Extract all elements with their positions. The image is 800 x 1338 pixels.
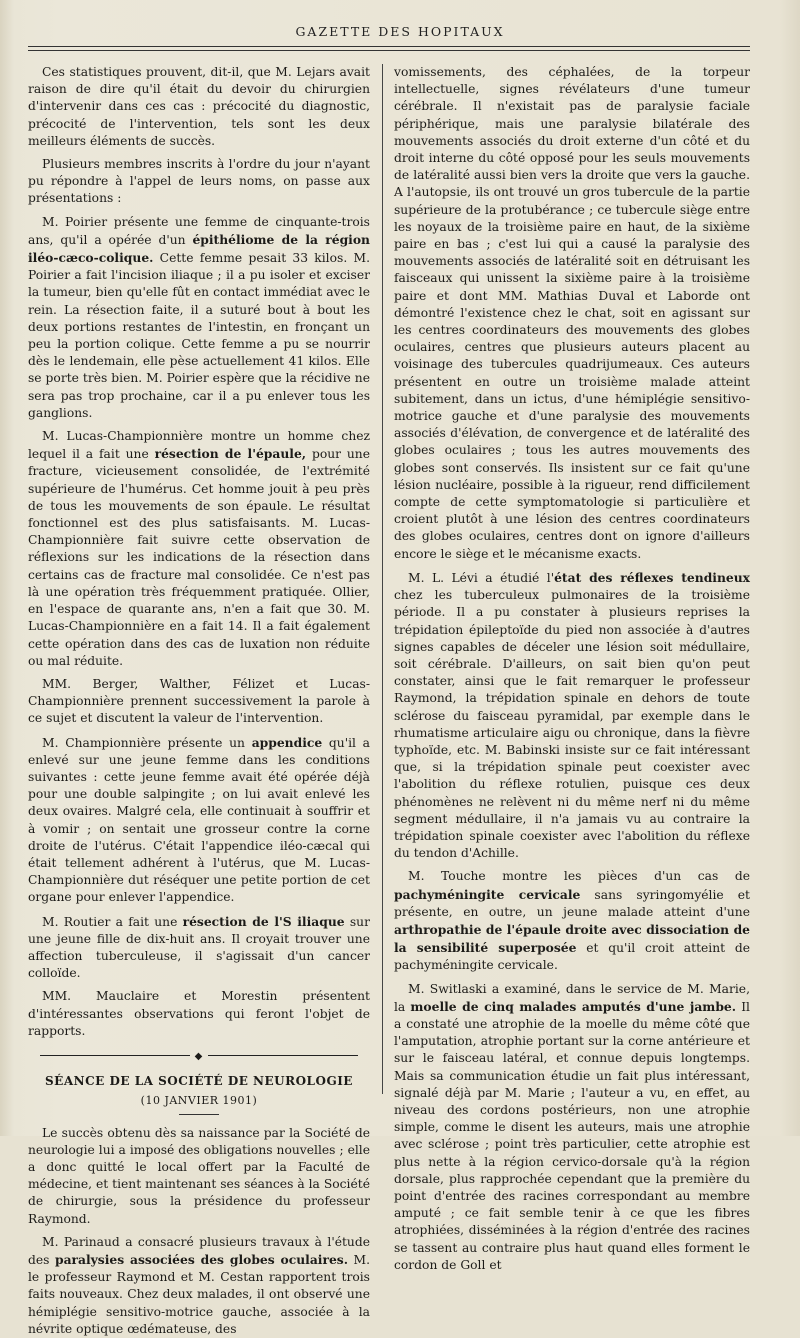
bold-term: résection de l'S iliaque <box>182 913 345 929</box>
paragraph: Le succès obtenu dès sa naissance par la Société de neurologie lui a imposé des obligations nouvelles ; elle a donc quitté le local offert par la Faculté de médecine, et tient maintenant ses séances à la Société de chirurgie, sous la présidence du professeur Raymond. <box>28 1125 370 1226</box>
section-separator: ◆ <box>28 1048 370 1065</box>
paragraph: MM. Berger, Walther, Félizet et Lucas-Championnière prennent successivement la parole à ce sujet et discutent la valeur de l'intervention. <box>28 676 370 726</box>
header-rule-bottom <box>28 50 750 51</box>
column-divider <box>382 64 383 1094</box>
paragraph: MM. Mauclaire et Morestin présentent d'intéressantes observations qui feront l'objet de rapports. <box>28 989 370 1038</box>
short-rule <box>179 1114 219 1115</box>
paragraph: vomissements, des céphalées, de la torpeur intellectuelle, signes révélateurs d'une tumeur cérébrale. Il n'existait pas de paralysie faciale périphérique, mais une paralysie bilatérale des mouvements associés du droit externe d'un côté et du droit interne du côté opposé pour les seuls mouvements de latéralité aussi bien vers la droite que vers la gauche. A l'autopsie, ils ont trouvé un gros tubercule de la partie supérieure de la protubérance ; ce tubercule siège entre les noyaux de la troisième paire en haut, de la sixième paire en bas ; c'est lui qui a causé la paralysie des mouvements associés de latéralité soit en détruisant les faisceaux qui unissent la sixième paire à la troisième paire et dont MM. Mathias Duval et Laborde ont démontré l'existence chez le chat, soit en agissant sur les centres coordinateurs des mouvements des globes oculaires, centres que plusieurs auteurs placent au voisinage des tubercules quadrijumeaux. Ces auteurs présentent en outre un troisième malade atteint subitement, dans un ictus, d'une hémiplégie sensitivo-motrice gauche et d'une paralysie des mouvements associés d'élévation, de convergence et de latéralité des globes oculaires ; tous les autres mouvements des globes sont conservés. Ils insistent sur ce fait qu'une lésion nucléaire, possible à la rigueur, rend difficilement compte de cette symptomatologie si particulière et croient plutôt à une lésion des centres coordinateurs des globes oculaires, centres dont on ignore d'ailleurs encore le siège et le mécanisme exacts. <box>394 65 750 561</box>
paragraph: M. L. Lévi a étudié l'état des réflexes tendineux chez les tuberculeux pulmonaires de la troisième période. Il a pu constater à plusieurs reprises la trépidation épileptoïde du pied non associée à d'autres signes capables de déceler une lésion soit médullaire, soit cérébrale. D'ailleurs, on sait bien qu'on peut constater, ainsi que le fait remarquer le professeur Raymond, la trépidation spinale en dehors de toute sclérose du faisceau pyramidal, par exemple dans le rhumatisme articulaire aigu ou chronique, dans la fièvre typhoïde, etc. M. Babinski insiste sur ce fait intéressant que, si la trépidation spinale peut coexister avec l'abolition du réflexe rotulien, puisque ces deux phénomènes ne relèvent ni du même nerf ni du même segment médullaire, il n'a jamais vu au contraire la trépidation spinale coexister avec l'abolition du réflexe du tendon d'Achille. <box>394 569 750 861</box>
paragraph: M. Championnière présente un appendice qu'il a enlevé sur une jeune femme dans les conditions suivantes : cette jeune femme avait été opérée déjà pour une double salpingite ; on lui avait enlevé les deux ovaires. Malgré cela, elle continuait à souffrir et à vomir ; on sentait une grosseur contre la corne droite de l'utérus. C'était l'appendice iléo-cæcal qui était tellement adhérent à l'utérus, que M. Lucas-Championnière dut réséquer une petite portion de cet organe pour enlever l'appendice. <box>28 734 370 905</box>
bold-term: épithéliome de la région iléo-cæco-colique. <box>28 231 370 266</box>
left-column <box>28 64 370 1336</box>
bold-term: résection de l'épaule, <box>154 446 307 462</box>
running-head: GAZETTE DES HOPITAUX <box>295 24 505 39</box>
bold-term: arthropathie de l'épaule droite avec dissociation de la sensibilité superposée <box>394 921 750 956</box>
section-date: (10 JANVIER 1901) <box>140 1094 258 1108</box>
paragraph: M. Routier a fait une résection de l'S iliaque sur une jeune fille de dix-huit ans. Il croyait trouver une affection tuberculeuse, il s'agissait d'un cancer colloïde. <box>28 913 370 981</box>
bold-term: appendice <box>251 734 323 750</box>
header-rule-top <box>28 46 750 47</box>
paragraph: M. Switlaski a examiné, dans le service de M. Marie, la moelle de cinq malades amputés d'une jambe. Il a constaté une atrophie de la moelle du même côté que l'amputation, atrophie portant sur la corne antérieure et sur le faisceau latéral, et connue depuis longtemps. Mais sa communication étudie un fait plus intéressant, signalé déjà par M. Marie ; l'auteur a vu, en effet, au niveau des cordons postérieurs, non une atrophie simple, comme le disent les auteurs, mais une atrophie avec sclérose ; point très particulier, cette atrophie est plus nette à la région cervico-dorsale qu'à la région dorsale, plus rapprochée cependant que la première du point d'entrée des racines correspondant au membre amputé ; ce fait semble tenir à ce que les fibres atrophiées, disséminées à la région d'entrée des racines se tassent au contraire plus haut quand elles forment le cordon de Goll et <box>394 981 750 1272</box>
paragraph: M. Lucas-Championnière montre un homme chez lequel il a fait une résection de l'épaule, pour une fracture, vicieusement consolidée, de l'extrémité supérieure de l'humérus. Cet homme jouit à peu près de tous les mouvements de son épaule. Le résultat fonctionnel est des plus satisfaisants. M. Lucas-Championnière fait suivre cette observation de réflexions sur les indications de la résection dans certains cas de fracture mal consolidée. Ce n'est pas là une opération très fréquemment pratiquée. Ollier, en l'espace de quarante ans, n'en a fait que 30. M. Lucas-Championnière en a fait 14. Il a fait également cette opération dans des cas de luxation non réduite ou mal réduite. <box>28 429 370 668</box>
bold-term: état des réflexes tendineux <box>554 569 750 585</box>
section-title: SÉANCE DE LA SOCIÉTÉ DE NEUROLOGIE <box>45 1074 353 1089</box>
bold-term: paralysies associées des globes oculaires. <box>54 1252 348 1267</box>
paragraph: Plusieurs membres inscrits à l'ordre du jour n'ayant pu répondre à l'appel de leurs noms, on passe aux présentations : <box>28 157 370 206</box>
bold-term: moelle de cinq malades amputés d'une jambe. <box>410 998 737 1014</box>
paragraph: M. Parinaud a consacré plusieurs travaux à l'étude des paralysies associées des globes oculaires. M. le professeur Raymond et M. Cestan rapportent trois faits nouveaux. Chez deux malades, il ont observé une hémiplégie sensitivo-motrice gauche, associée à la névrite optique œdémateuse, des <box>28 1234 370 1336</box>
paragraph: Ces statistiques prouvent, dit-il, que M. Lejars avait raison de dire qu'il était du devoir du chirurgien d'intervenir dans ces cas : précocité du diagnostic, précocité de l'intervention, tels sont les deux meilleurs éléments de succès. <box>28 65 370 148</box>
paragraph: M. Touche montre les pièces d'un cas de pachyméningite cervicale sans syringomyélie et présente, en outre, un jeune malade atteint d'une arthropathie de l'épaule droite avec dissociation de la sensibilité superposée et qu'il croit atteint de pachyméningite cervicale. <box>394 869 751 973</box>
paragraph: M. Poirier présente une femme de cinquante-trois ans, qu'il a opérée d'un épithéliome de la région iléo-cæco-colique. Cette femme pesait 33 kilos. M. Poirier a fait l'incision iliaque ; il a pu isoler et exciser la tumeur, bien qu'elle fût en contact immédiat avec le rein. La résection faite, il a suturé bout à bout les deux portions restantes de l'intestin, en fronçant un peu la portion colique. Cette femme a pu se nourrir dès le lendemain, elle pèse actuellement 41 kilos. Elle se porte très bien. M. Poirier espère que la récidive ne sera pas trop prochaine, car il a pu enlever tous les ganglions. <box>28 214 370 420</box>
right-column <box>394 64 751 1272</box>
bold-term: pachyméningite cervicale <box>394 886 581 902</box>
